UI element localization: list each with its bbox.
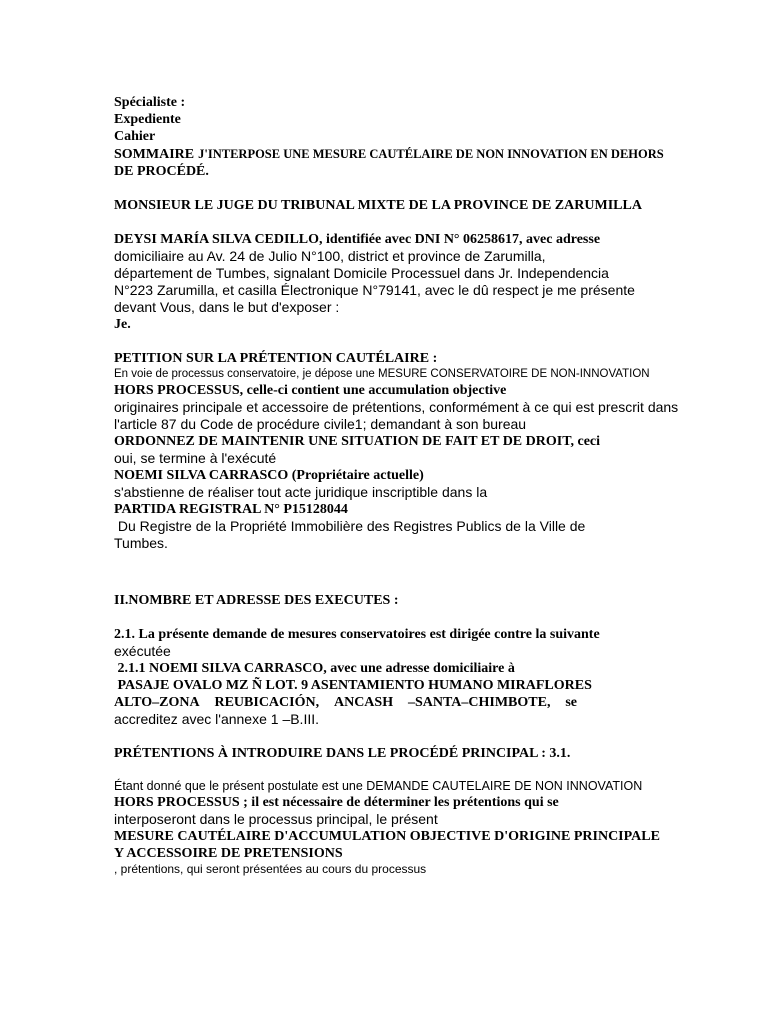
petition-heading: PETITION SUR LA PRÉTENTION CAUTÉLAIRE :	[114, 351, 438, 366]
section2-line-6: accreditez avec l'annexe 1 –B.III.	[114, 711, 320, 727]
section3-line-2: HORS PROCESSUS ; il est nécessaire de déterminer les prétentions qui se	[114, 795, 559, 810]
specialiste-label: Spécialiste :	[114, 95, 186, 110]
sommaire-text: J'INTERPOSE UNE MESURE CAUTÉLAIRE DE NON INNOVATION EN DEHORS	[198, 147, 664, 161]
section2-line-5-part-2: REUBICACIÓN,	[214, 695, 320, 710]
expediente-label: Expediente	[114, 112, 181, 127]
petition-line-3: originaires principale et accessoire de prétentions, conformément à ce qui est prescrit dans	[114, 399, 679, 415]
intro-line-3: département de Tumbes, signalant Domicile Processuel dans Jr. Independencia	[114, 265, 609, 281]
intro-line-5: devant Vous, dans le but d'exposer :	[114, 299, 340, 315]
petition-line-10: Du Registre de la Propriété Immobilière des Registres Publics de la Ville de	[114, 518, 586, 534]
petition-line-4: l'article 87 du Code de procédure civile1; demandant à son bureau	[114, 416, 527, 432]
petition-line-11: Tumbes.	[114, 535, 168, 551]
section3-line-5: Y ACCESSOIRE DE PRETENSIONS	[114, 846, 343, 861]
cahier-label: Cahier	[114, 129, 156, 144]
section3-heading: PRÉTENTIONS À INTRODUIRE DANS LE PROCÉDÉ PRINCIPAL : 3.1.	[114, 746, 571, 761]
intro-line-6: Je.	[114, 317, 131, 332]
section3-line-4: MESURE CAUTÉLAIRE D'ACCUMULATION OBJECTIVE D'ORIGINE PRINCIPALE	[114, 829, 660, 844]
section2-heading: II.NOMBRE ET ADRESSE DES EXECUTES :	[114, 593, 399, 608]
intro-line-4: N°223 Zarumilla, et casilla Électronique N°79141, avec le dû respect je me présente	[114, 282, 635, 298]
petition-line-6: oui, se termine à l'exécuté	[114, 450, 277, 466]
sommaire-line	[114, 145, 734, 163]
section3-line-3: interposeront dans le processus principal, le présent	[114, 811, 438, 827]
section2-line-4: PASAJE OVALO MZ Ñ LOT. 9 ASENTAMIENTO HUMANO MIRAFLORES	[114, 678, 592, 693]
section2-line-5	[114, 694, 577, 711]
section2-line-1: 2.1. La présente demande de mesures conservatoires est dirigée contre la suivante	[114, 627, 600, 642]
intro-line-2: domiciliaire au Av. 24 de Julio N°100, district et province de Zarumilla,	[114, 248, 546, 264]
section2-line-5-part-5: se	[565, 695, 577, 710]
petition-line-2: HORS PROCESSUS, celle-ci contient une accumulation objective	[114, 383, 507, 398]
petition-line-9: PARTIDA REGISTRAL N° P15128044	[114, 502, 348, 517]
document-page	[114, 94, 734, 877]
section3-line-1: Étant donné que le présent postulate est une DEMANDE CAUTELAIRE DE NON INNOVATION	[114, 779, 643, 793]
addressee-heading: MONSIEUR LE JUGE DU TRIBUNAL MIXTE DE LA PROVINCE DE ZARUMILLA	[114, 198, 642, 213]
petition-line-5: ORDONNEZ DE MAINTENIR UNE SITUATION DE FAIT ET DE DROIT, ceci	[114, 434, 601, 449]
sommaire-label: SOMMAIRE	[114, 147, 195, 162]
section2-line-5-part-1: ALTO–ZONA	[114, 695, 200, 710]
section2-line-5-part-3: ANCASH	[333, 695, 394, 710]
petition-line-8: s'abstienne de réaliser tout acte juridique inscriptible dans la	[114, 484, 488, 500]
sommaire-continuation: DE PROCÉDÉ.	[114, 164, 209, 179]
petition-line-7: NOEMI SILVA CARRASCO (Propriétaire actuelle)	[114, 468, 424, 483]
petition-line-1: En voie de processus conservatoire, je dépose une MESURE CONSERVATOIRE DE NON-INNOVATION	[114, 368, 650, 380]
section2-line-5-part-4: –SANTA–CHIMBOTE,	[407, 695, 551, 710]
section2-line-2: exécutée	[114, 643, 171, 659]
section2-line-3: 2.1.1 NOEMI SILVA CARRASCO, avec une adresse domiciliaire à	[114, 661, 515, 676]
section3-line-6: , prétentions, qui seront présentées au cours du processus	[114, 862, 427, 876]
intro-line-1: DEYSI MARÍA SILVA CEDILLO, identifiée avec DNI N° 06258617, avec adresse	[114, 232, 601, 247]
